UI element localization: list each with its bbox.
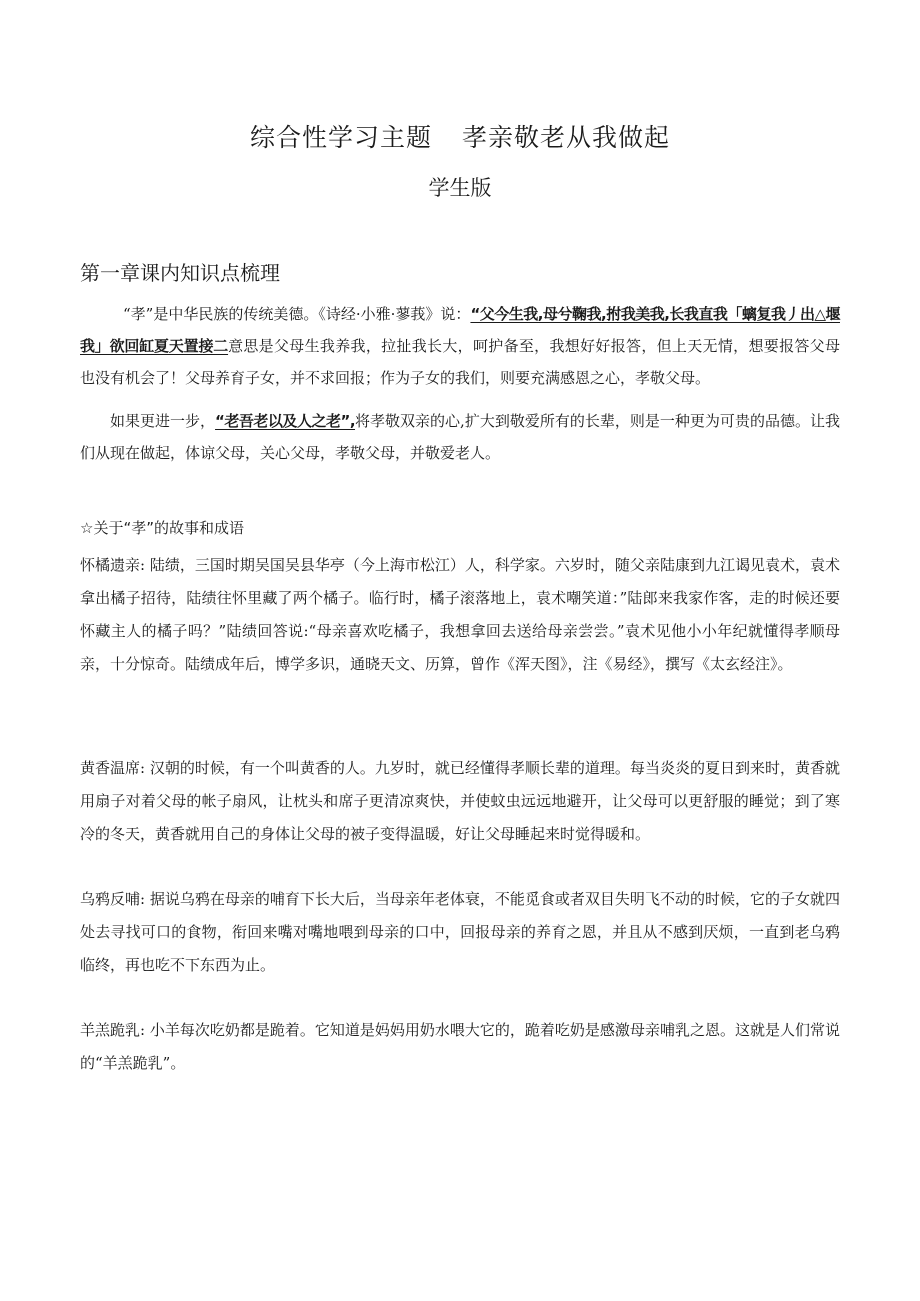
title-topic: 综合性学习主题 [249,123,432,152]
intro-p2-text-b: 将孝敬双亲的心,扩大到敬爱所有的长辈，则是一种更为可贵的品德。让我们从现在做起，体谅父母，关心父母，孝敬父母，并敬爱老人。 [80,412,840,462]
story-text: 汉朝的时候，有一个叫黄香的人。九岁时，就已经懂得孝顺长辈的道理。每当炎炎的夏日到来时，黄香就用扇子对着父母的帐子扇风，让枕头和席子更清凉爽快，并使蚊虫远远地避开，让父母可以更舒服的睡觉；到了寒冷的冬天，黄香就用自己的身体让父母的被子变得温暖，好让父母睡起来时觉得暖和。 [80,759,840,843]
intro-p1-text-b: 意思是父母生我养我，拉扯我长大，呵护备至，我想好好报答，但上天无情，想要报答父母也没有机会了！父母养育子女，并不求回报；作为子女的我们，则要充满感恩之心，孝敬父母。 [80,337,840,387]
story-term: 怀橘遗亲 [80,556,141,574]
story-text: 据说乌鸦在母亲的哺育下长大后，当母亲年老体衰，不能觅食或者双目失明飞不动的时候，它的子女就四处去寻找可口的食物，衔回来嘴对嘴地喂到母亲的口中，回报母亲的养育之恩，并且从不感到厌烦，一直到老乌鸦临终，再也吃不下东西为止。 [80,890,840,974]
mencius-quote: “老吾老以及人之老”, [215,412,356,430]
intro-p1-text-a: “孝”是中华民族的传统美德。《诗经·小雅·蓼莪》说： [123,305,471,323]
story-sep: : [140,556,150,574]
title-theme: 孝亲敬老从我做起 [462,123,671,152]
intro-paragraph-1 [80,298,840,394]
story-paragraph [80,883,840,982]
story-sep: : [140,1021,150,1039]
story-text: 陆绩，三国时期吴国吴县华亭（今上海市松江）人，科学家。六岁时，随父亲陆康到九江谒见袁术，袁术拿出橘子招待，陆绩往怀里藏了两个橘子。临行时，橘子滚落地上，袁术嘲笑道：”陆郎来我家作客，走的时候还要怀藏主人的橘子吗？”陆绩回答说:“母亲喜欢吃橘子，我想拿回去送给母亲尝尝。”袁术见他小小年纪就懂得孝顺母亲，十分惊奇。陆绩成年后，博学多识，通晓天文、历算，曾作《浑天图》，注《易经》，撰写《太玄经注》。 [80,556,840,673]
story-term: 黄香温席 [80,759,141,777]
intro-paragraph-2 [80,405,840,469]
story-term: 羊羔跪乳 [80,1021,141,1039]
intro-p2-text-a: 如果更进一步， [110,412,216,430]
story-sep: : [140,890,150,908]
story-paragraph [80,1014,840,1080]
document-title [0,118,920,154]
story-paragraph [80,549,840,681]
document-subtitle: 学生版 [428,176,492,200]
story-paragraph [80,752,840,851]
story-text: 小羊每次吃奶都是跪着。它知道是妈妈用奶水喂大它的，跪着吃奶是感激母亲哺乳之恩。这就是人们常说的“羊羔跪乳”。 [80,1021,840,1072]
section-heading: ☆关于“孝”的故事和成语 [80,519,244,537]
story-sep: : [140,759,150,777]
story-term: 乌鸦反哺 [80,890,141,908]
poem-quote: “父今生我,母兮鞠我,拊我美我,长我直我「螭复我丿出△堰我」欲回缸夏天置接二 [80,305,840,355]
chapter-heading: 第一章课内知识点梳理 [80,261,280,285]
